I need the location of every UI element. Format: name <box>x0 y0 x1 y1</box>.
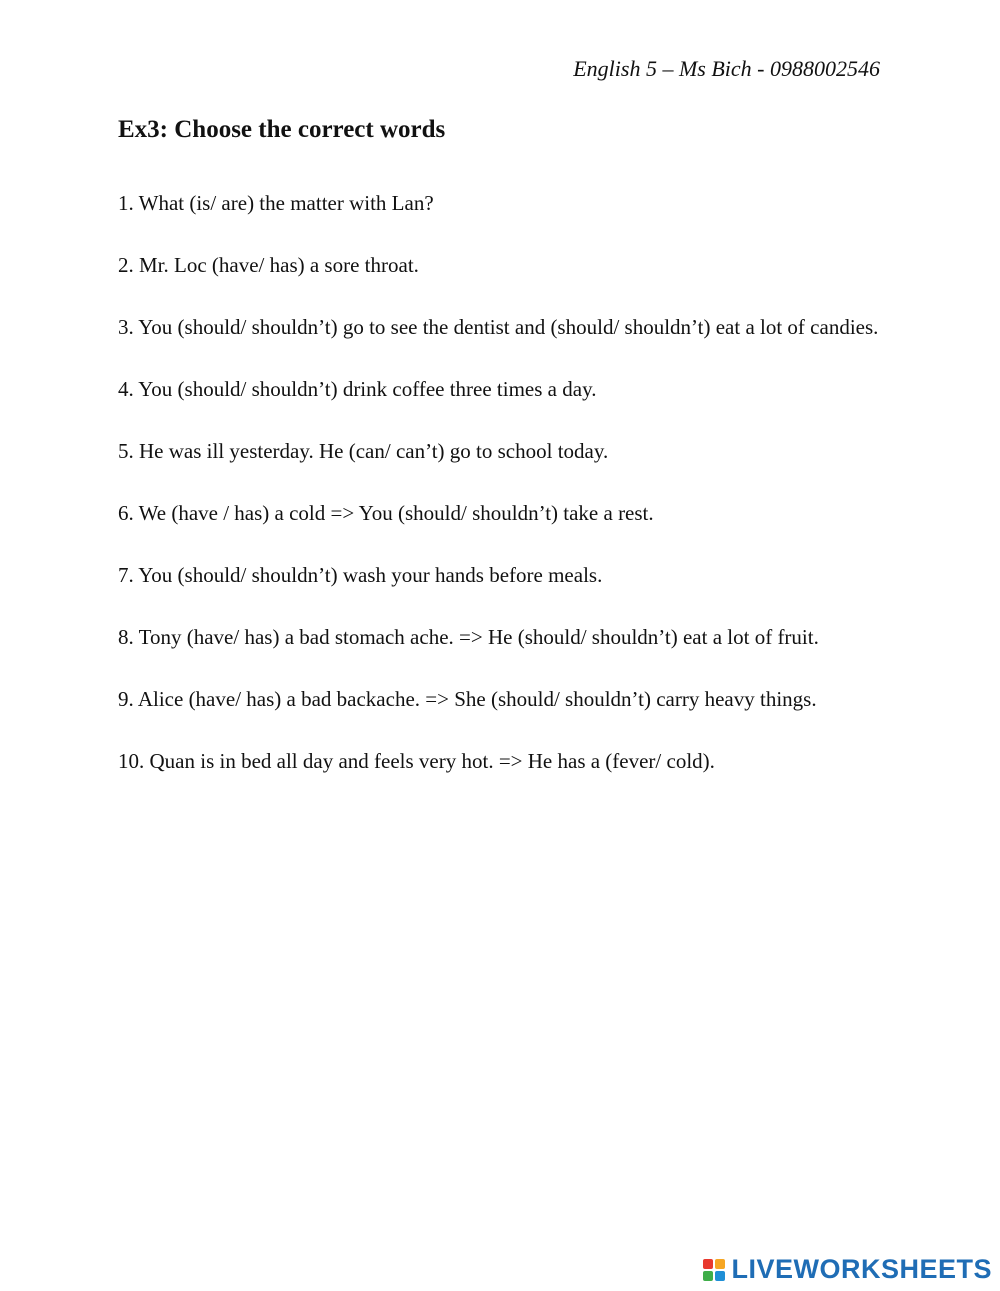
question-list <box>118 183 888 803</box>
question-item: 1. What (is/ are) the matter with Lan? <box>118 191 434 215</box>
question-item: 6. We (have / has) a cold => You (should/ shouldn’t) take a rest. <box>118 501 654 525</box>
question-item: 7. You (should/ shouldn’t) wash your hands before meals. <box>118 563 603 587</box>
exercise-title: Ex3: Choose the correct words <box>118 116 446 143</box>
logo-tile-green <box>703 1271 713 1281</box>
worksheet-header: English 5 – Ms Bich - 0988002546 <box>573 56 880 81</box>
logo-tile-orange <box>715 1259 725 1269</box>
question-item: 10. Quan is in bed all day and feels very hot. => He has a (fever/ cold). <box>118 749 715 773</box>
question-item: 3. You (should/ shouldn’t) go to see the dentist and (should/ shouldn’t) eat a lot of candies. <box>118 315 879 339</box>
liveworksheets-watermark <box>703 1254 992 1285</box>
question-item: 2. Mr. Loc (have/ has) a sore throat. <box>118 253 419 277</box>
question-item: 8. Tony (have/ has) a bad stomach ache. => He (should/ shouldn’t) eat a lot of fruit. <box>118 625 819 649</box>
question-item: 4. You (should/ shouldn’t) drink coffee three times a day. <box>118 377 597 401</box>
liveworksheets-logo-icon <box>703 1259 725 1281</box>
question-item: 9. Alice (have/ has) a bad backache. => She (should/ shouldn’t) carry heavy things. <box>118 687 817 711</box>
question-item: 5. He was ill yesterday. He (can/ can’t) go to school today. <box>118 439 609 463</box>
logo-tile-blue <box>715 1271 725 1281</box>
liveworksheets-wordmark: LIVEWORKSHEETS <box>731 1254 992 1284</box>
logo-tile-red <box>703 1259 713 1269</box>
